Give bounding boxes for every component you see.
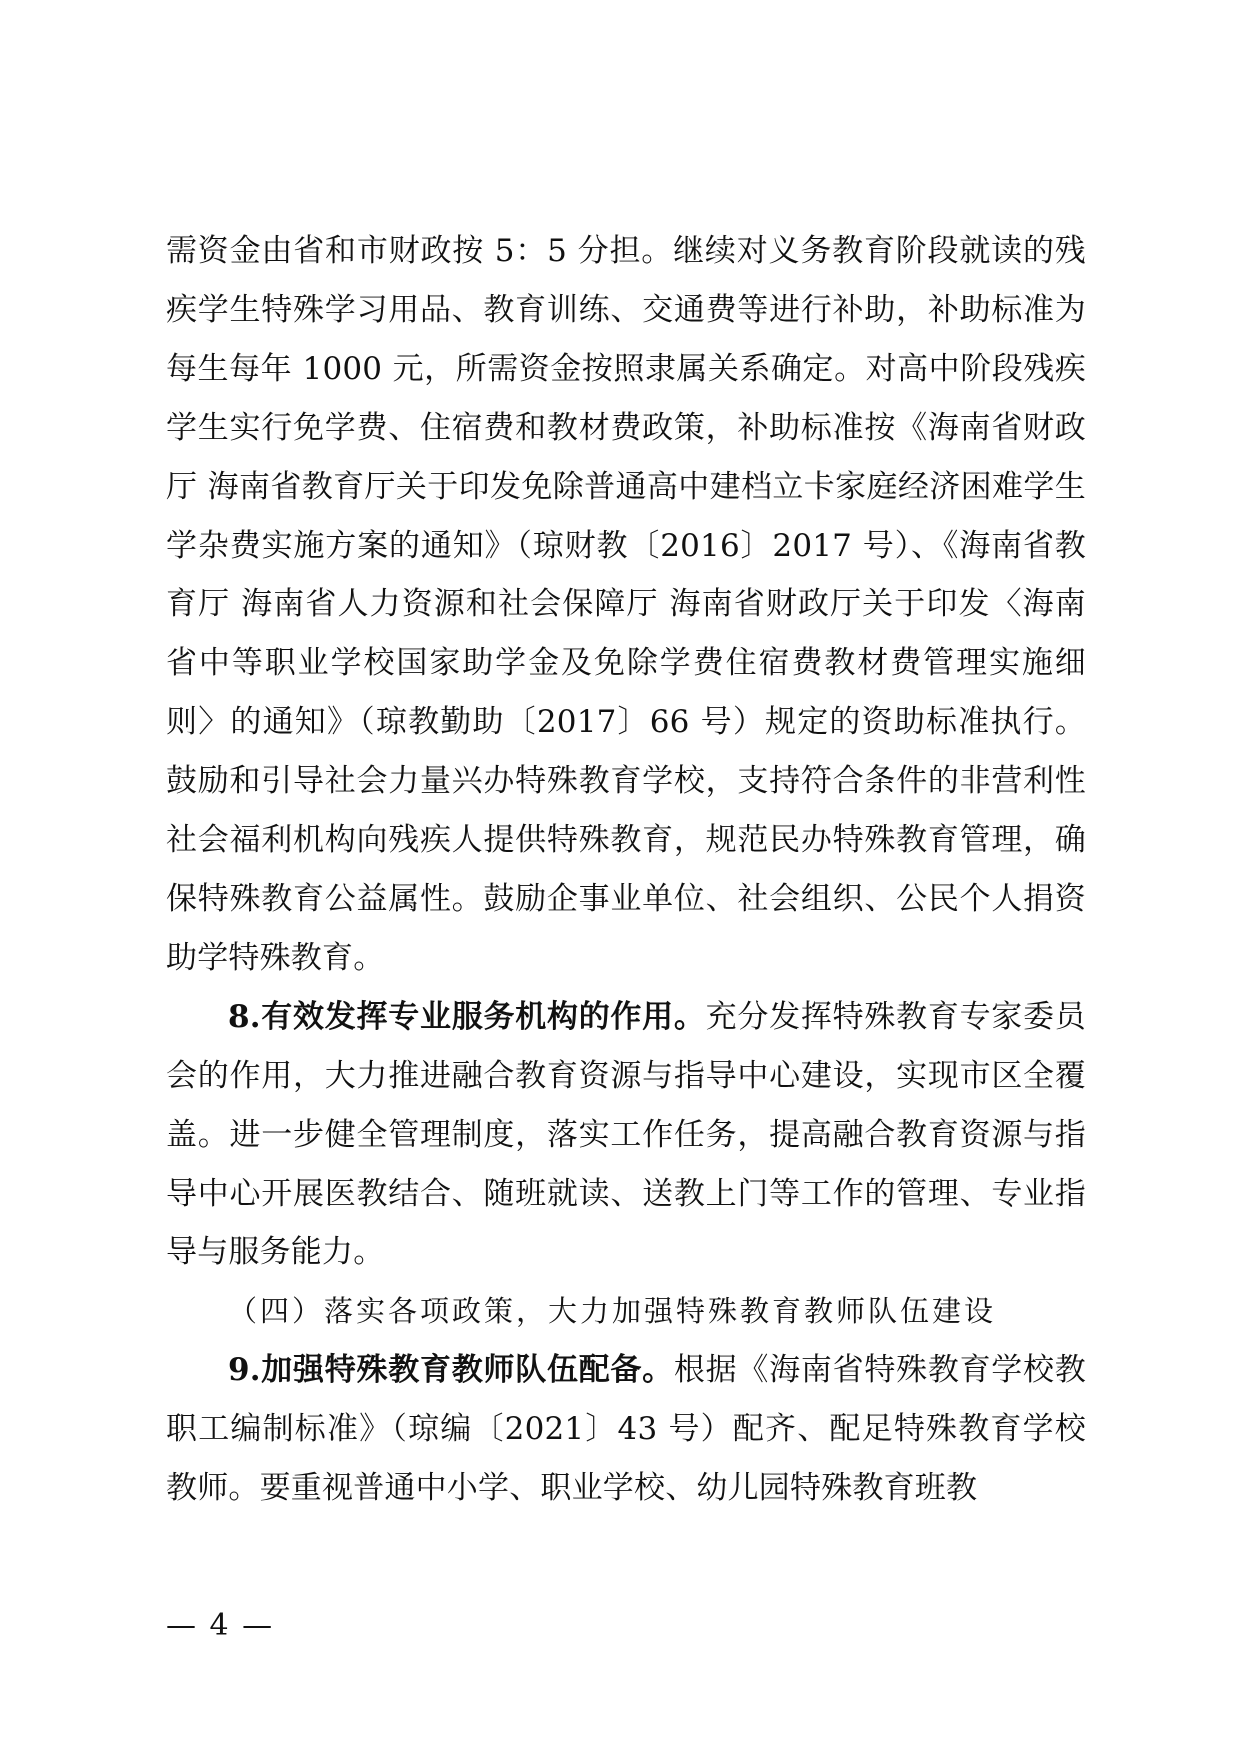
paragraph-item-9	[166, 1341, 1086, 1518]
paragraph-text: 根据《海南省特殊教育学校教职工编制标准》（琼编〔2021〕43 号）配齐、配足特殊教育学校教师。要重视普通中小学、职业学校、幼儿园特殊教育班教	[166, 1352, 1086, 1507]
section-heading: （四）落实各项政策，大力加强特殊教育教师队伍建设	[228, 1294, 997, 1329]
paragraph-text: 充分发挥特殊教育专家委员会的作用，大力推进融合教育资源与指导中心建设，实现市区全覆盖。进一步健全管理制度，落实工作任务，提高融合教育资源与指导中心开展医教结合、随班就读、送教上门等工作的管理、专业指导与服务能力。	[166, 998, 1086, 1271]
paragraph-lead-heading: 9.加强特殊教育教师队伍配备。	[228, 1352, 674, 1389]
document-body	[166, 222, 1086, 1518]
paragraph-continuation	[166, 222, 1086, 988]
paragraph-lead-heading: 8.有效发挥专业服务机构的作用。	[228, 998, 706, 1035]
paragraph-text: 需资金由省和市财政按 5：5 分担。继续对义务教育阶段就读的残疾学生特殊学习用品、教育训练、交通费等进行补助，补助标准为每生每年 1000 元，所需资金按照隶属关系确定。对高中阶段残疾学生实行免学费、住宿费和教材费政策，补助标准按《海南省财政厅 海南省教育厅关于印发免除普通高中建档立卡家庭经济困难学生学杂费实施方案的通知》（琼财教〔2016〕2017 号）、《海南省教育厅 海南省人力资源和社会保障厅 海南省财政厅关于印发〈海南省中等职业学校国家助学金及免除学费住宿费教材费管理实施细则〉的通知》（琼教勤助〔2017〕66 号）规定的资助标准执行。鼓励和引导社会力量兴办特殊教育学校，支持符合条件的非营利性社会福利机构向残疾人提供特殊教育，规范民办特殊教育管理，确保特殊教育公益属性。鼓励企事业单位、社会组织、公民个人捐资助学特殊教育。	[166, 233, 1086, 976]
paragraph-item-8	[166, 988, 1086, 1283]
page-number: — 4 —	[166, 1608, 275, 1643]
